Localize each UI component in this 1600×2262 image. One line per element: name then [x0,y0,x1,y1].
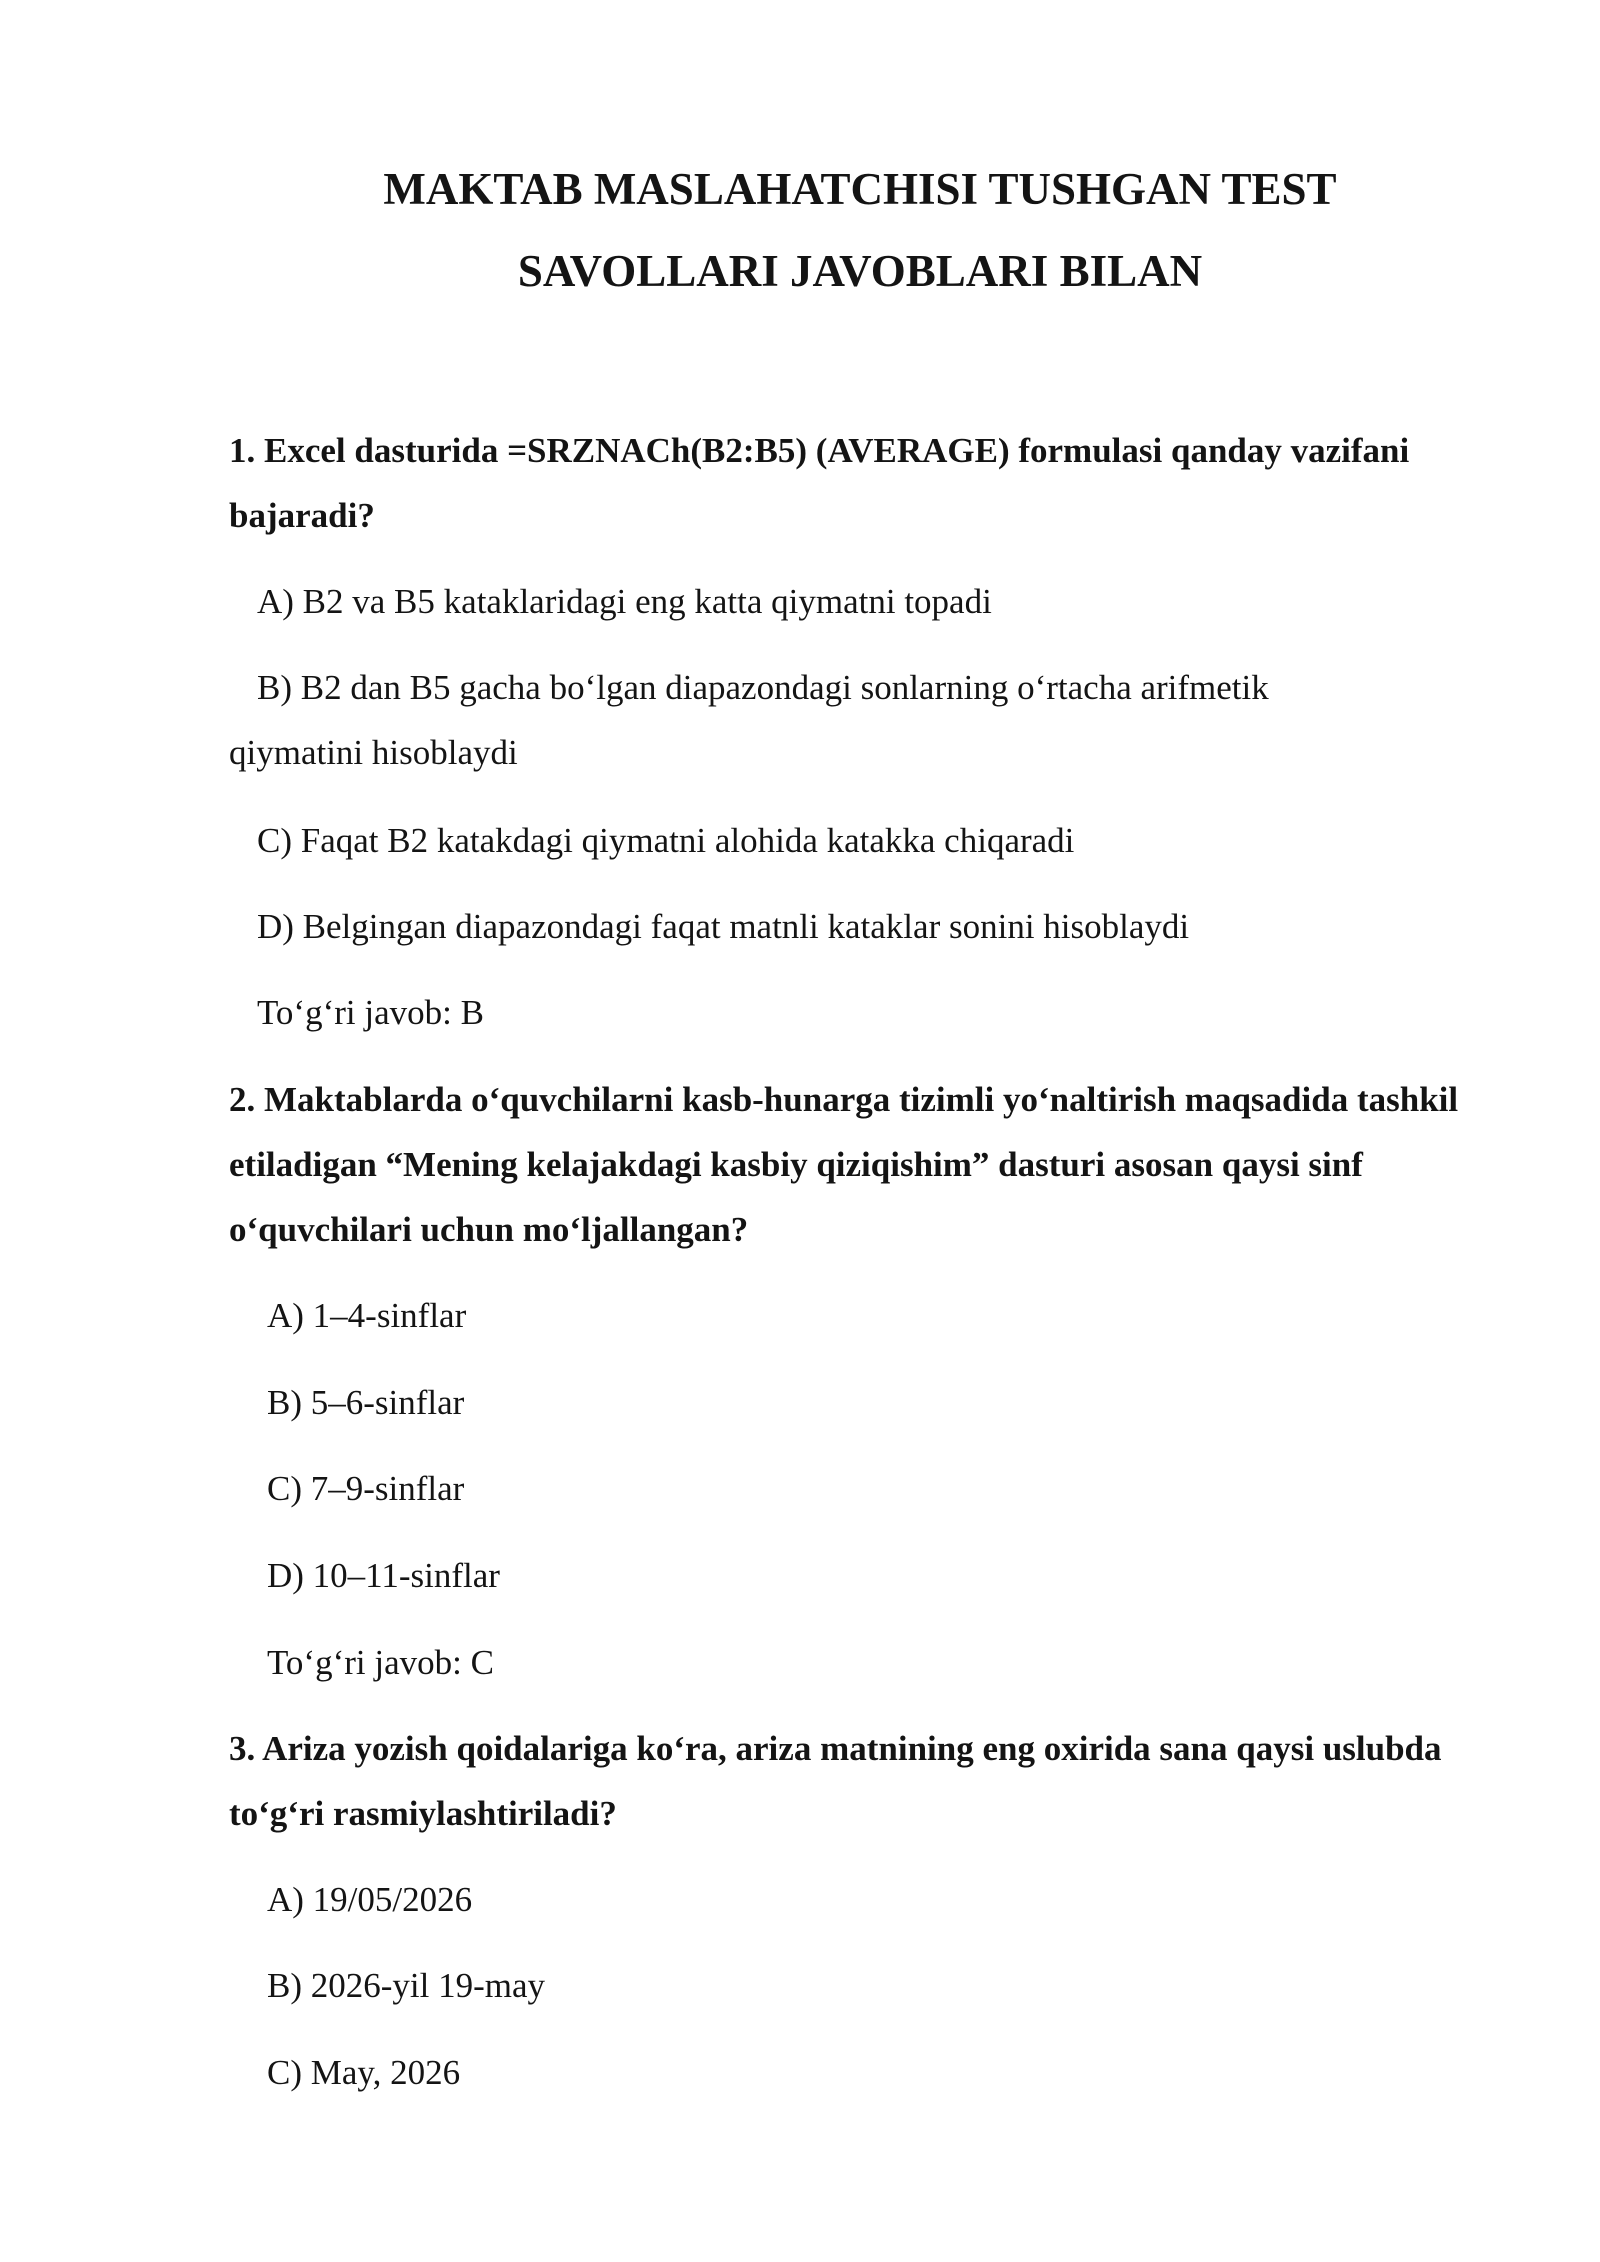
q2-option-d: D) 10–11-sinflar [267,1556,500,1595]
q1-option-b: B) B2 dan B5 gacha bo‘lgan diapazondagi sonlarning o‘rtacha arifmetik qiymatini hisoblaydi [229,668,1269,772]
q3-option-b: B) 2026-yil 19-may [267,1966,546,2005]
q2-answer: To‘g‘ri javob: C [267,1643,494,1682]
q1-option-d: D) Belgingan diapazondagi faqat matnli kataklar sonini hisoblaydi [257,907,1190,946]
q1-answer: To‘g‘ri javob: B [257,993,484,1032]
q3-option-a: A) 19/05/2026 [267,1880,473,1919]
q2-option-a: A) 1–4-sinflar [267,1296,467,1335]
q1-option-c: C) Faqat B2 katakdagi qiymatni alohida katakka chiqaradi [257,821,1075,860]
q3-option-c: C) May, 2026 [267,2053,461,2092]
q1-option-a: A) B2 va B5 kataklaridagi eng katta qiymatni topadi [257,582,992,621]
title-line-1: MAKTAB MASLAHATCHISI TUSHGAN TEST [383,164,1337,214]
q2-option-c: C) 7–9-sinflar [267,1469,465,1508]
title-line-2: SAVOLLARI JAVOBLARI BILAN [517,246,1203,296]
question-2: 2. Maktablarda o‘quvchilarni kasb-hunarga tizimli yo‘naltirish maqsadida tashkil etiladigan “Mening kelajakdagi kasbiy qiziqishim” dasturi asosan qaysi sinf o‘quvchilari uchun mo‘ljallangan? [229,1080,1459,1249]
question-3: 3. Ariza yozish qoidalariga ko‘ra, ariza matnining eng oxirida sana qaysi uslubda to‘g‘ri rasmiylashtiriladi? [229,1729,1442,1833]
question-1: 1. Excel dasturida =SRZNACh(B2:B5) (AVERAGE) formulasi qanday vazifani bajaradi? [229,431,1410,535]
document-title [230,148,1490,312]
q2-option-b: B) 5–6-sinflar [267,1383,465,1422]
